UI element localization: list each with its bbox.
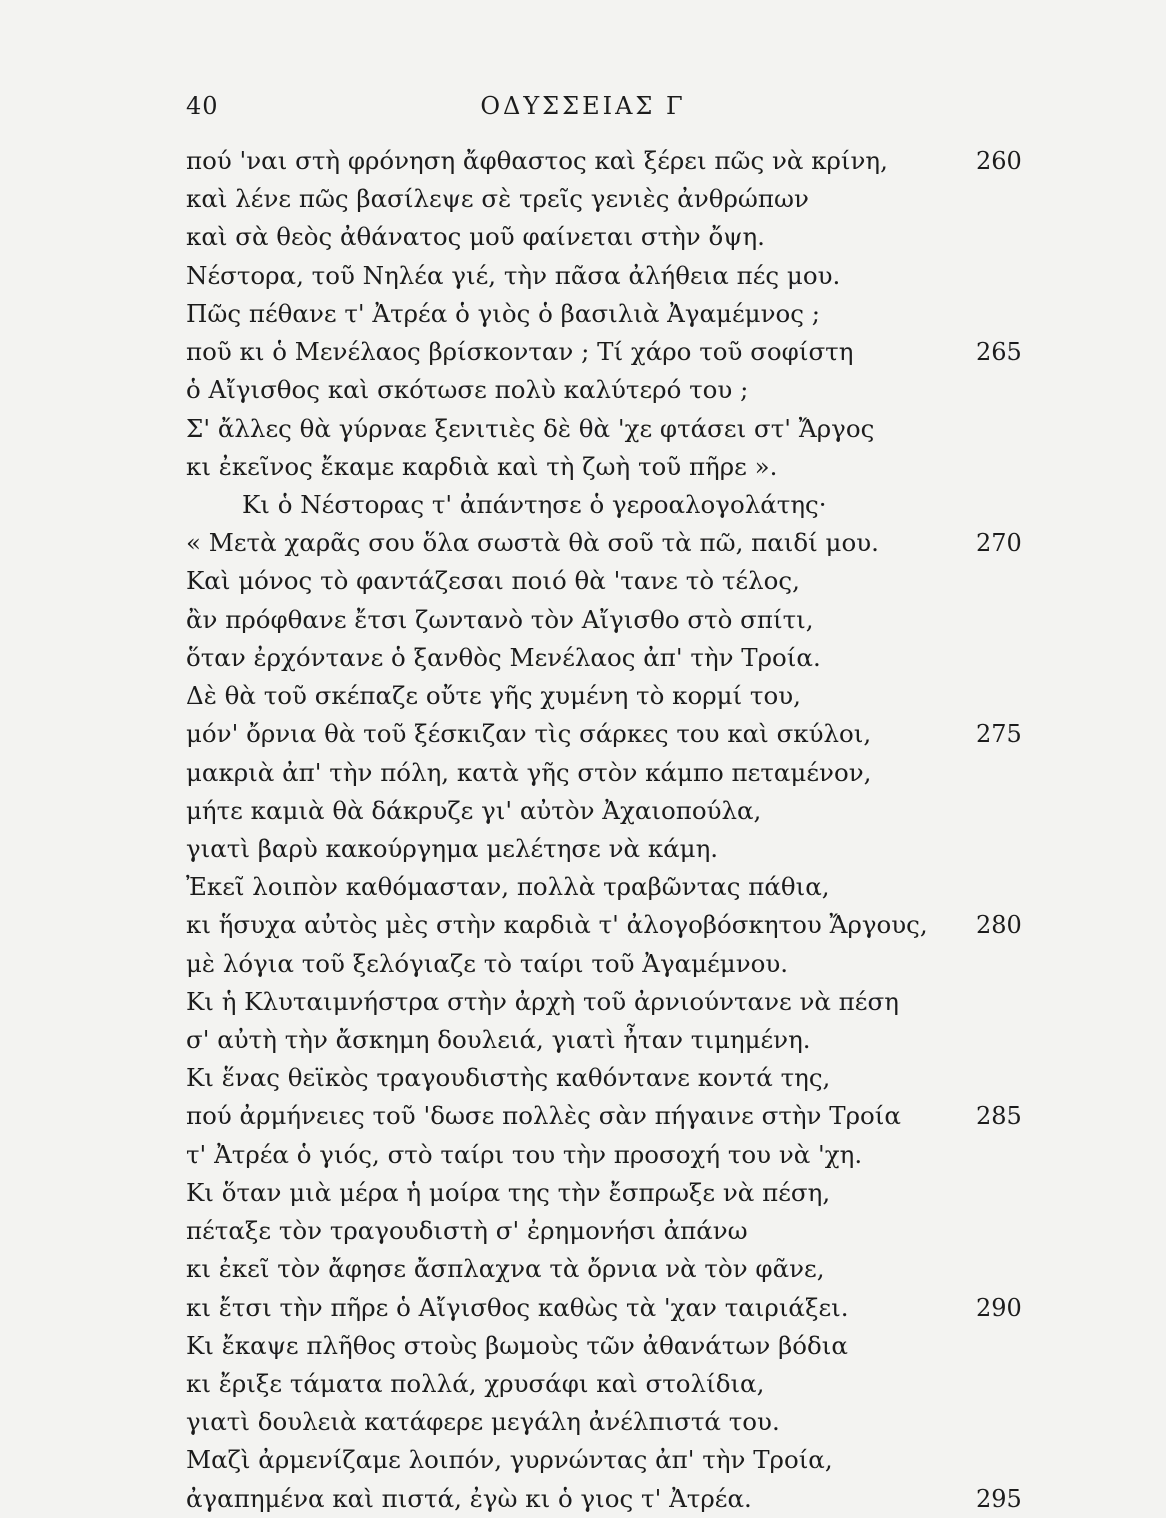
verse-text: γιατὶ δουλειὰ κατάφερε μεγάλη ἀνέλπιστά του. xyxy=(186,1407,780,1437)
verse-text: πού 'ναι στὴ φρόνηση ἄφθαστος καὶ ξέρει πῶς νὰ κρίνη, xyxy=(186,146,888,175)
verse-line xyxy=(186,868,1036,906)
verse-text: Δὲ θὰ τοῦ σκέπαζε οὔτε γῆς χυμένη τὸ κορμί του, xyxy=(186,681,801,711)
line-number: 275 xyxy=(976,720,1022,749)
verse-line xyxy=(186,524,1036,562)
verse-text: Καὶ μόνος τὸ φαντάζεσαι ποιό θὰ 'τανε τὸ τέλος, xyxy=(186,566,800,596)
verse-line xyxy=(186,1441,1036,1479)
line-number: 265 xyxy=(976,338,1022,367)
verse-text: Κι ὅταν μιὰ μέρα ἡ μοίρα της τὴν ἔσπρωξε νὰ πέση, xyxy=(186,1177,831,1207)
verse-line xyxy=(186,1097,1036,1135)
verse-text: Κι ἡ Κλυταιμνήστρα στὴν ἀρχὴ τοῦ ἀρνιούντανε νὰ πέση xyxy=(186,986,899,1016)
verse-text: ποῦ κι ὁ Μενέλαος βρίσκονταν ; Τί χάρο τοῦ σοφίστη xyxy=(186,337,854,367)
verse-line xyxy=(186,333,1036,371)
verse-text: ὅταν ἐρχόντανε ὁ ξανθὸς Μενέλαος ἀπ' τὴν Τροία. xyxy=(186,642,821,672)
line-number: 290 xyxy=(976,1293,1022,1322)
line-number: 285 xyxy=(976,1102,1022,1131)
line-number: 260 xyxy=(976,147,1022,175)
verse-text: κι ἥσυχα αὐτὸς μὲς στὴν καρδιὰ τ' ἀλογοβόσκητου Ἄργους, xyxy=(186,910,928,940)
verse-text: ὁ Αἴγισθος καὶ σκότωσε πολὺ καλύτερό του ; xyxy=(186,375,749,405)
verse-line xyxy=(186,1136,1036,1174)
verse-text: τ' Ἀτρέα ὁ γιός, στὸ ταίρι του τὴν προσοχή του νὰ 'χη. xyxy=(186,1139,863,1169)
verse-line xyxy=(186,754,1036,792)
verse-text: Κι ἔκαψε πλῆθος στοὺς βωμοὺς τῶν ἀθανάτων βόδια xyxy=(186,1330,848,1360)
verse-line xyxy=(186,1480,1036,1518)
verse-text: κι ἔριξε τάματα πολλά, χρυσάφι καὶ στολίδια, xyxy=(186,1369,765,1398)
verse-line xyxy=(186,448,1036,486)
verse-text: πού ἀρμήνειες τοῦ 'δωσε πολλὲς σὰν πήγαινε στὴν Τροία xyxy=(186,1101,901,1131)
verse-line xyxy=(186,371,1036,409)
verse-line xyxy=(186,906,1036,944)
verse-line xyxy=(186,639,1036,677)
verse-line xyxy=(186,1289,1036,1327)
verse-text: Μαζὶ ἀρμενίζαμε λοιπόν, γυρνώντας ἀπ' τὴν Τροία, xyxy=(186,1445,833,1475)
verse-line xyxy=(186,1174,1036,1212)
verse-line xyxy=(186,486,1036,524)
verse-line xyxy=(186,142,1036,180)
verse-line xyxy=(186,677,1036,715)
verse-line xyxy=(186,1021,1036,1059)
verse-text: Σ' ἄλλες θὰ γύρναε ξενιτιὲς δὲ θὰ 'χε φτάσει στ' Ἄργος xyxy=(186,413,875,443)
verse-text: σ' αὐτὴ τὴν ἄσκημη δουλειά, γιατὶ ἦταν τιμημένη. xyxy=(186,1025,811,1055)
verse-line xyxy=(186,218,1036,256)
page-number: 40 xyxy=(186,92,219,120)
verse-text: μὲ λόγια τοῦ ξελόγιαζε τὸ ταίρι τοῦ Ἀγαμέμνου. xyxy=(186,948,789,978)
verse-text: καὶ σὰ θεὸς ἀθάνατος μοῦ φαίνεται στὴν ὄψη. xyxy=(186,222,765,252)
verse-text: Πῶς πέθανε τ' Ἀτρέα ὁ γιὸς ὁ βασιλιὰ Ἀγαμέμνος ; xyxy=(186,298,820,328)
verse-line xyxy=(186,562,1036,600)
verse-text: κι ἐκεῖ τὸν ἄφησε ἄσπλαχνα τὰ ὄρνια νὰ τὸν φᾶνε, xyxy=(186,1254,825,1284)
verse-text: Ἐκεῖ λοιπὸν καθόμασταν, πολλὰ τραβῶντας πάθια, xyxy=(186,872,830,902)
verse-line xyxy=(186,601,1036,639)
verse-text: κι ἔτσι τὴν πῆρε ὁ Αἴγισθος καθὼς τὰ 'χαν ταιριάξει. xyxy=(186,1292,849,1322)
line-number: 270 xyxy=(976,529,1022,558)
verse-line xyxy=(186,792,1036,830)
verse-text: « Μετὰ χαρᾶς σου ὅλα σωστὰ θὰ σοῦ τὰ πῶ, παιδί μου. xyxy=(186,528,879,558)
verse-line xyxy=(186,257,1036,295)
verse-text: πέταξε τὸν τραγουδιστὴ σ' ἐρημονήσι ἀπάνω xyxy=(186,1216,748,1246)
verse-text: γιατὶ βαρὺ κακούργημα μελέτησε νὰ κάμη. xyxy=(186,833,719,863)
verse-text: Κι ἕνας θεϊκὸς τραγουδιστὴς καθόντανε κοντά της, xyxy=(186,1063,831,1093)
verse-text: μόν' ὄρνια θὰ τοῦ ξέσκιζαν τὶς σάρκες του καὶ σκύλοι, xyxy=(186,719,872,749)
verse-line xyxy=(186,180,1036,218)
verse-line xyxy=(186,295,1036,333)
verse-text: Νέστορα, τοῦ Νηλέα γιέ, τὴν πᾶσα ἀλήθεια πές μου. xyxy=(186,260,841,290)
verse-text: Κι ὁ Νέστορας τ' ἀπάντησε ὁ γεροαλογολάτης· xyxy=(242,489,827,519)
verse-text: μακριὰ ἀπ' τὴν πόλη, κατὰ γῆς στὸν κάμπο πεταμένον, xyxy=(186,757,872,787)
running-head: ΟΔΥΣΣΕΙΑΣ Γ xyxy=(480,92,686,120)
verse-text: καὶ λένε πῶς βασίλεψε σὲ τρεῖς γενιὲς ἀνθρώπων xyxy=(186,184,809,214)
verse-line xyxy=(186,830,1036,868)
line-number: 280 xyxy=(976,911,1022,940)
verse-line xyxy=(186,983,1036,1021)
line-number: 295 xyxy=(976,1484,1022,1513)
verse-line xyxy=(186,410,1036,448)
verse-text: μήτε καμιὰ θὰ δάκρυζε γι' αὐτὸν Ἀχαιοπούλα, xyxy=(186,795,762,825)
verse-line xyxy=(186,715,1036,753)
verse-line xyxy=(186,1327,1036,1365)
verse-line xyxy=(186,1365,1036,1403)
verse-line xyxy=(186,1403,1036,1441)
verse-line xyxy=(186,945,1036,983)
verse-text: ἂν πρόφθανε ἔτσι ζωντανὸ τὸν Αἴγισθο στὸ σπίτι, xyxy=(186,604,814,634)
verse-text: ἀγαπημένα καὶ πιστά, ἐγὼ κι ὁ γιος τ' Ἀτρέα. xyxy=(186,1483,752,1513)
verse-line xyxy=(186,1059,1036,1097)
verse-list xyxy=(186,142,1036,1518)
verse-text: κι ἐκεῖνος ἔκαμε καρδιὰ καὶ τὴ ζωὴ τοῦ πῆρε ». xyxy=(186,451,778,481)
verse-line xyxy=(186,1212,1036,1250)
verse-line xyxy=(186,1250,1036,1288)
